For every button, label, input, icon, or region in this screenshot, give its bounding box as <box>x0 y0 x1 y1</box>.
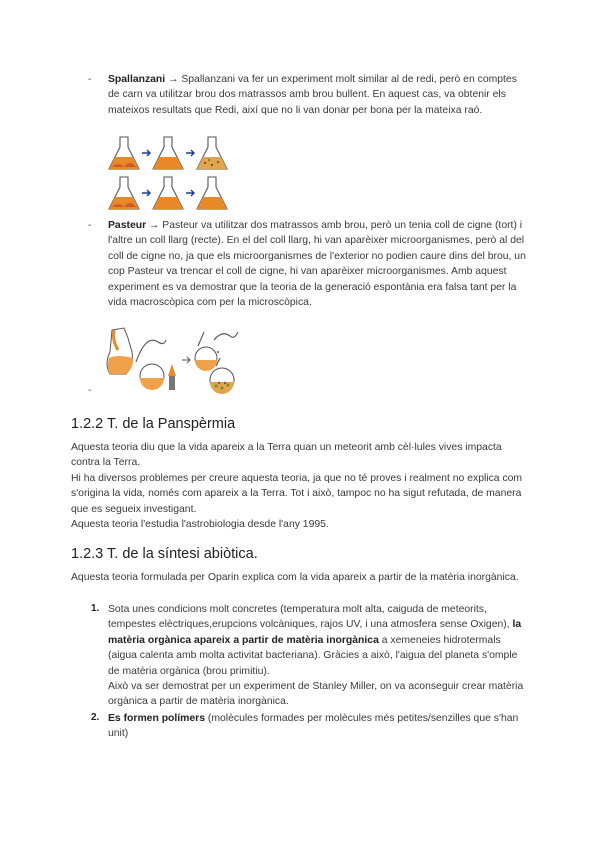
bullet-dash: - <box>88 74 92 85</box>
list-item-1 <box>108 602 528 710</box>
spallanzani-paragraph <box>108 72 528 118</box>
burner <box>168 364 176 390</box>
item2-text: (molècules formades per molècules més petites/senzilles que s'han unit) <box>108 713 519 740</box>
sintesi-intro: Aquesta teoria formulada per Oparin explica com la vida apareix a partir de la matèria inorgànica. <box>71 572 519 583</box>
swan-neck-flask <box>136 340 166 390</box>
item1-text-b: a xemeneies hidrotermals (aigua calenta amb molta activitat bacteriana). Gràcies a això, l'aigua del planeta s'omple de matèria orgànica (brou primitiu). <box>108 634 518 677</box>
arrow: → <box>149 220 160 231</box>
spallanzani-text: Spallanzani va fer un experiment molt similar al de redi, però en comptes de carn va utilitzar brou dos matrassos amb brou bullent. En aquest cas, va obtenir els mateixos resultats que Redi, així que no li van donar per bona per la mateixa raó. <box>108 74 517 116</box>
panspermia-p3: Aquesta teoria l'estudia l'astrobiologia desde l'any 1995. <box>71 519 329 531</box>
pasteur-illustration <box>106 326 256 394</box>
list-number: 2. <box>91 712 100 723</box>
pouring-flask <box>107 328 133 374</box>
item1-text-c: Això va ser demostrat per un experiment de Stanley Miller, on va aconseguir crear matèria orgànica a partir de matèria inorgànica. <box>108 681 524 708</box>
arrow: → <box>168 74 179 85</box>
item1-text-a: Sota unes condicions molt concretes (temperatura molt alta, caiguda de meteorits, tempestes elèctriques,erupcions volcàniques, rajos UV, i una atmosfera sense Oxigen), <box>108 604 510 631</box>
panspermia-p1: Aquesta teoria diu que la vida apareix a la Terra quan un meteorit amb cèl·lules vives impacta contra la Terra. <box>71 442 502 469</box>
pasteur-name: Pasteur <box>108 220 147 231</box>
spallanzani-illustration <box>108 133 228 213</box>
bullet-dash: - <box>88 385 92 396</box>
pasteur-text: Pasteur va utilitzar dos matrassos amb brou, però un tenia coll de cigne (tort) i l'altre un coll llarg (recte). En el del coll llarg, hi van aparèixer microorganismes, però al del coll de cigne no, ja que els microorganismes de l'exterior no podien caure dins del brou, un cop Pasteur va trencar el coll de cigne, hi van aparèixer microorganismes. Amb aquest experiment es va demostrar que la teoria de la generació espontània era falsa tant per la vida macroscòpica com per la microscòpica. <box>108 220 526 309</box>
item2-bold: Es formen polímers <box>108 713 206 724</box>
list-number: 1. <box>91 603 100 614</box>
flask-row-2 <box>109 177 227 209</box>
section-heading-panspermia: 1.2.2 T. de la Panspèrmia <box>71 416 236 432</box>
pasteur-paragraph <box>108 218 528 310</box>
bullet-dash: - <box>88 220 92 231</box>
spallanzani-name: Spallanzani <box>108 74 166 85</box>
list-item-2 <box>108 711 528 742</box>
panspermia-paragraph <box>71 440 531 532</box>
section-heading-sintesi: 1.2.3 T. de la síntesi abiòtica. <box>71 546 258 562</box>
item1-bold: la matèria orgànica apareix a partir de matèria inorgànica <box>108 619 522 646</box>
flask-row-1 <box>109 137 227 169</box>
panspermia-p2: Hi ha diversos problemes per creure aquesta teoria, ja que no té proves i realment no explica com s'origina la vida, només com apareix a la Terra. Tot i això, tampoc no ha sigut refutada, de manera que es segueix investigant. <box>71 472 523 515</box>
